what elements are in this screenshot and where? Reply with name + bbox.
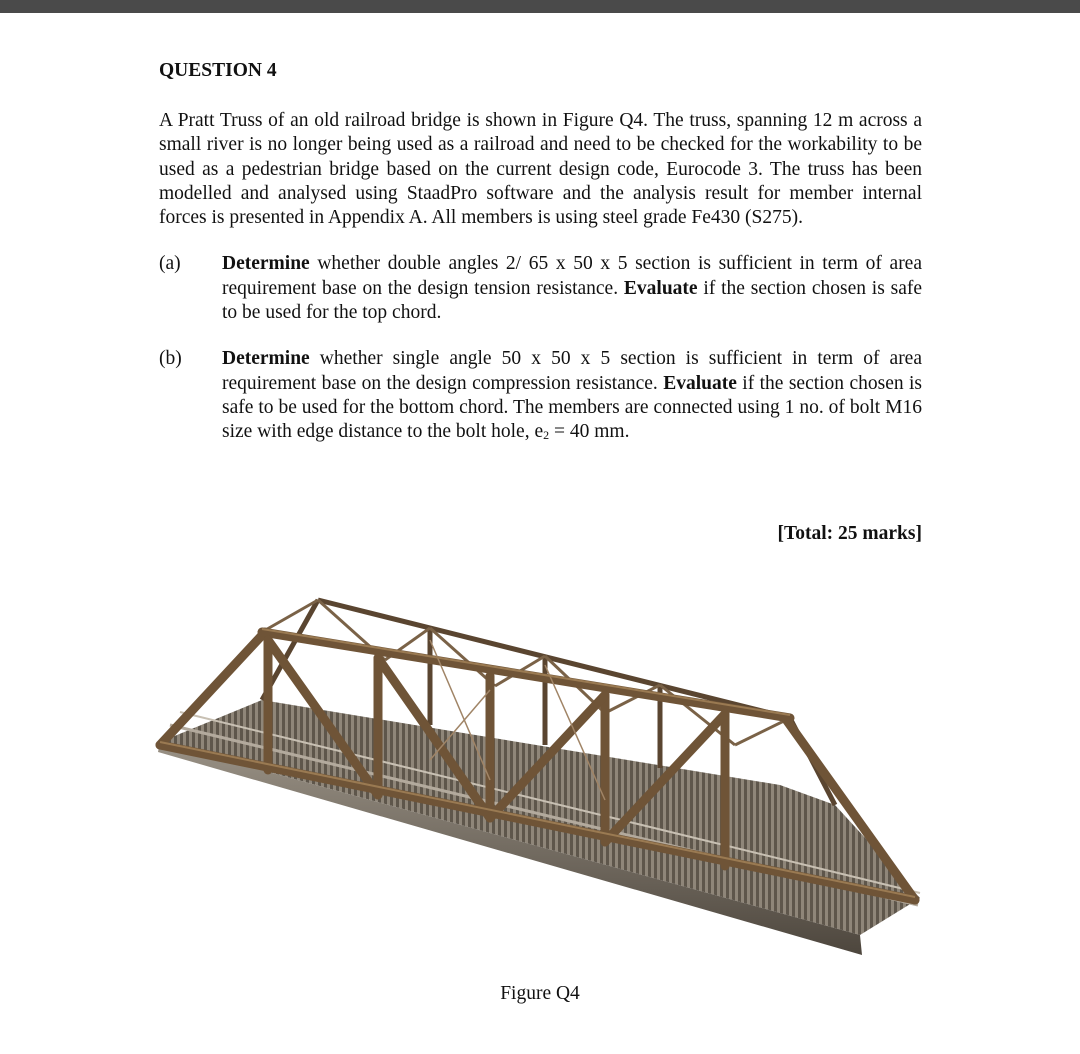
question-part-a: [159, 252, 922, 325]
question-part-b: [159, 347, 922, 447]
figure-caption: Figure Q4: [500, 983, 580, 1004]
part-b-text-2: if the section chosen is safe to be used for the bottom chord. The members are connected using 1 no. of bolt M16 size with edge distance to the bolt hole, e: [222, 372, 923, 443]
top-chord: [262, 632, 790, 718]
part-b-subscript: 2: [543, 428, 550, 443]
part-b-text-1: whether single angle 50 x 50 x 5 section is sufficient in term of area requirement base on the design compression resistance.: [222, 348, 922, 394]
part-b-label: (b): [159, 348, 182, 370]
question-page: [159, 58, 922, 448]
part-b-bold-1: Determine: [222, 348, 310, 370]
part-a-label: (a): [159, 253, 181, 275]
question-heading: QUESTION 4: [159, 60, 277, 81]
part-b-text-3: = 40 mm.: [549, 421, 630, 443]
part-a-bold-2: Evaluate: [623, 277, 698, 299]
window-top-bar: [0, 0, 1080, 13]
part-b-bold-2: Evaluate: [663, 372, 737, 394]
total-marks: [Total: 25 marks]: [777, 523, 922, 544]
part-a-bold-1: Determine: [222, 253, 310, 275]
part-a-text-2: if the section chosen is safe to be used for the top chord.: [222, 277, 923, 324]
pratt-truss-bridge-figure: [150, 585, 940, 965]
part-a-text-1: whether double angles 2/ 65 x 50 x 5 section is sufficient in term of area requirement base on the design tension resistance.: [222, 253, 922, 299]
part-a-text: [222, 252, 922, 325]
intro-paragraph: A Pratt Truss of an old railroad bridge is shown in Figure Q4. The truss, spanning 12 m across a small river is no longer being used as a railroad and need to be checked for the workability to be used as a pedestrian bridge based on the current design code, Eurocode 3. The truss has been modelled and analysed using StaadPro software and the analysis result for member internal forces is presented in Appendix A. All members is using steel grade Fe430 (S275).: [159, 110, 922, 229]
part-b-text: [222, 347, 922, 447]
